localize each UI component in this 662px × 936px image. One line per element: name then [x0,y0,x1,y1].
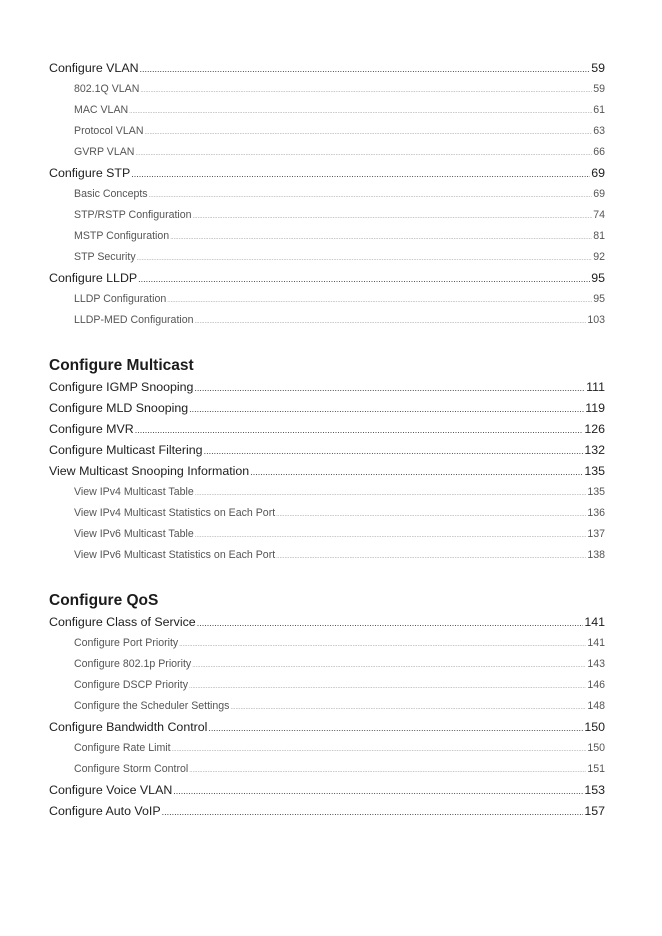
toc-page-number: 153 [584,783,605,797]
toc-subsection-entry[interactable] [49,654,605,675]
toc-entry-title: View Multicast Snooping Information [49,464,250,478]
toc-dot-leader [189,399,584,419]
toc-dot-leader [138,269,590,289]
toc-subsection-entry[interactable] [49,310,605,331]
toc-dot-leader [195,484,587,503]
toc-section-entry[interactable] [49,780,605,801]
toc-dot-leader [135,144,592,163]
toc-page-number: 69 [591,166,605,180]
toc-dot-leader [197,613,584,633]
toc-entry-title: View IPv6 Multicast Table [74,528,194,540]
toc-page-number: 150 [584,720,605,734]
toc-subsection-entry[interactable] [49,482,605,503]
toc-subsection-entry[interactable] [49,142,605,163]
toc-section-entry[interactable] [49,440,605,461]
toc-entry-title: LLDP Configuration [74,293,167,305]
toc-dot-leader [144,123,592,142]
toc-page-number: 137 [587,528,605,540]
toc-dot-leader [173,781,583,801]
toc-dot-leader [208,718,583,738]
toc-subsection-entry[interactable] [49,696,605,717]
toc-subsection-entry[interactable] [49,205,605,226]
toc-page-number: 61 [593,104,605,116]
toc-section-entry[interactable] [49,163,605,184]
toc-page-number: 103 [587,314,605,326]
toc-subsection-entry[interactable] [49,675,605,696]
toc-entry-title: Basic Concepts [74,188,148,200]
toc-entry-title: Configure STP [49,166,131,180]
toc-dot-leader [135,420,584,440]
toc-subsection-entry[interactable] [49,738,605,759]
toc-page-number: 150 [587,742,605,754]
toc-entry-title: Configure Storm Control [74,763,189,775]
toc-page-number: 136 [587,507,605,519]
toc-page-number: 138 [587,549,605,561]
toc-subsection-entry[interactable] [49,247,605,268]
toc-entry-title: View IPv4 Multicast Statistics on Each Port [74,507,276,519]
toc-entry-title: Configure VLAN [49,61,139,75]
toc-entry-title: View IPv6 Multicast Statistics on Each Port [74,549,276,561]
toc-section-entry[interactable] [49,398,605,419]
toc-entry-title: STP Security [74,251,136,263]
toc-subsection-entry[interactable] [49,633,605,654]
toc-page-number: 95 [591,271,605,285]
toc-dot-leader [140,81,592,100]
toc-subsection-entry[interactable] [49,503,605,524]
toc-dot-leader [276,547,586,566]
toc-dot-leader [149,186,593,205]
toc-subsection-entry[interactable] [49,289,605,310]
toc-subsection-entry[interactable] [49,226,605,247]
toc-page-number: 135 [584,464,605,478]
toc-dot-leader [189,761,586,780]
toc-page-number: 141 [584,615,605,629]
toc-chapter-heading: Configure QoS [49,592,159,609]
toc-page-number: 59 [593,83,605,95]
toc-entry-title: Configure MLD Snooping [49,401,189,415]
toc-page-number: 63 [593,125,605,137]
toc-dot-leader [162,802,584,822]
toc-entry-title: Configure Class of Service [49,615,196,629]
toc-page-number: 59 [591,61,605,75]
toc-page-number: 92 [593,251,605,263]
toc-page-number: 143 [587,658,605,670]
toc-entry-title: Protocol VLAN [74,125,144,137]
toc-section-entry[interactable] [49,461,605,482]
toc-page-number: 151 [587,763,605,775]
toc-page-number: 132 [584,443,605,457]
toc-entry-title: Configure 802.1p Priority [74,658,192,670]
toc-subsection-entry[interactable] [49,121,605,142]
toc-section-entry[interactable] [49,58,605,79]
toc-dot-leader [204,441,584,461]
toc-entry-title: Configure the Scheduler Settings [74,700,230,712]
toc-entry-title: MAC VLAN [74,104,129,116]
toc-dot-leader [192,656,586,675]
toc-page-number: 148 [587,700,605,712]
toc-page-number: 157 [584,804,605,818]
toc-dot-leader [137,249,593,268]
toc-entry-title: STP/RSTP Configuration [74,209,192,221]
toc-entry-title: View IPv4 Multicast Table [74,486,194,498]
toc-dot-leader [189,677,586,696]
toc-page-number: 74 [593,209,605,221]
toc-subsection-entry[interactable] [49,759,605,780]
toc-dot-leader [172,740,587,759]
toc-section-entry[interactable] [49,268,605,289]
toc-page-number: 95 [593,293,605,305]
toc-dot-leader [131,164,590,184]
toc-entry-title: Configure Auto VoIP [49,804,161,818]
toc-entry-title: Configure DSCP Priority [74,679,189,691]
toc-entry-title: Configure Voice VLAN [49,783,173,797]
toc-subsection-entry[interactable] [49,524,605,545]
toc-dot-leader [167,291,592,310]
toc-entry-title: Configure IGMP Snooping [49,380,194,394]
toc-page-number: 81 [593,230,605,242]
toc-entry-title: LLDP-MED Configuration [74,314,194,326]
toc-section-entry[interactable] [49,717,605,738]
toc-entry-title: 802.1Q VLAN [74,83,140,95]
toc-page-number: 66 [593,146,605,158]
toc-dot-leader [195,312,587,331]
toc-subsection-entry[interactable] [49,184,605,205]
toc-page-number: 141 [587,637,605,649]
toc-section-entry[interactable] [49,377,605,398]
toc-dot-leader [276,505,586,524]
toc-page-number: 135 [587,486,605,498]
toc-dot-leader [129,102,592,121]
toc-entry-title: Configure Rate Limit [74,742,171,754]
toc-dot-leader [230,698,586,717]
toc-dot-leader [194,378,585,398]
toc-subsection-entry[interactable] [49,79,605,100]
toc-entry-title: Configure MVR [49,422,134,436]
toc-page-number: 111 [586,380,605,394]
toc-entry-title: Configure Bandwidth Control [49,720,208,734]
toc-entry-title: GVRP VLAN [74,146,135,158]
toc-dot-leader [170,228,592,247]
toc-dot-leader [195,526,587,545]
table-of-contents [49,58,605,822]
toc-subsection-entry[interactable] [49,100,605,121]
toc-page-number: 119 [585,401,605,415]
toc-section-entry[interactable] [49,801,605,822]
toc-page-number: 146 [587,679,605,691]
toc-section-entry[interactable] [49,419,605,440]
toc-entry-title: Configure Multicast Filtering [49,443,203,457]
toc-entry-title: MSTP Configuration [74,230,170,242]
toc-dot-leader [140,59,591,79]
toc-entry-title: Configure Port Priority [74,637,179,649]
toc-page-number: 126 [584,422,605,436]
toc-page-number: 69 [593,188,605,200]
toc-subsection-entry[interactable] [49,545,605,566]
toc-section-entry[interactable] [49,612,605,633]
toc-dot-leader [250,462,583,482]
toc-dot-leader [179,635,586,654]
toc-entry-title: Configure LLDP [49,271,138,285]
toc-dot-leader [193,207,593,226]
toc-chapter-heading: Configure Multicast [49,357,194,374]
